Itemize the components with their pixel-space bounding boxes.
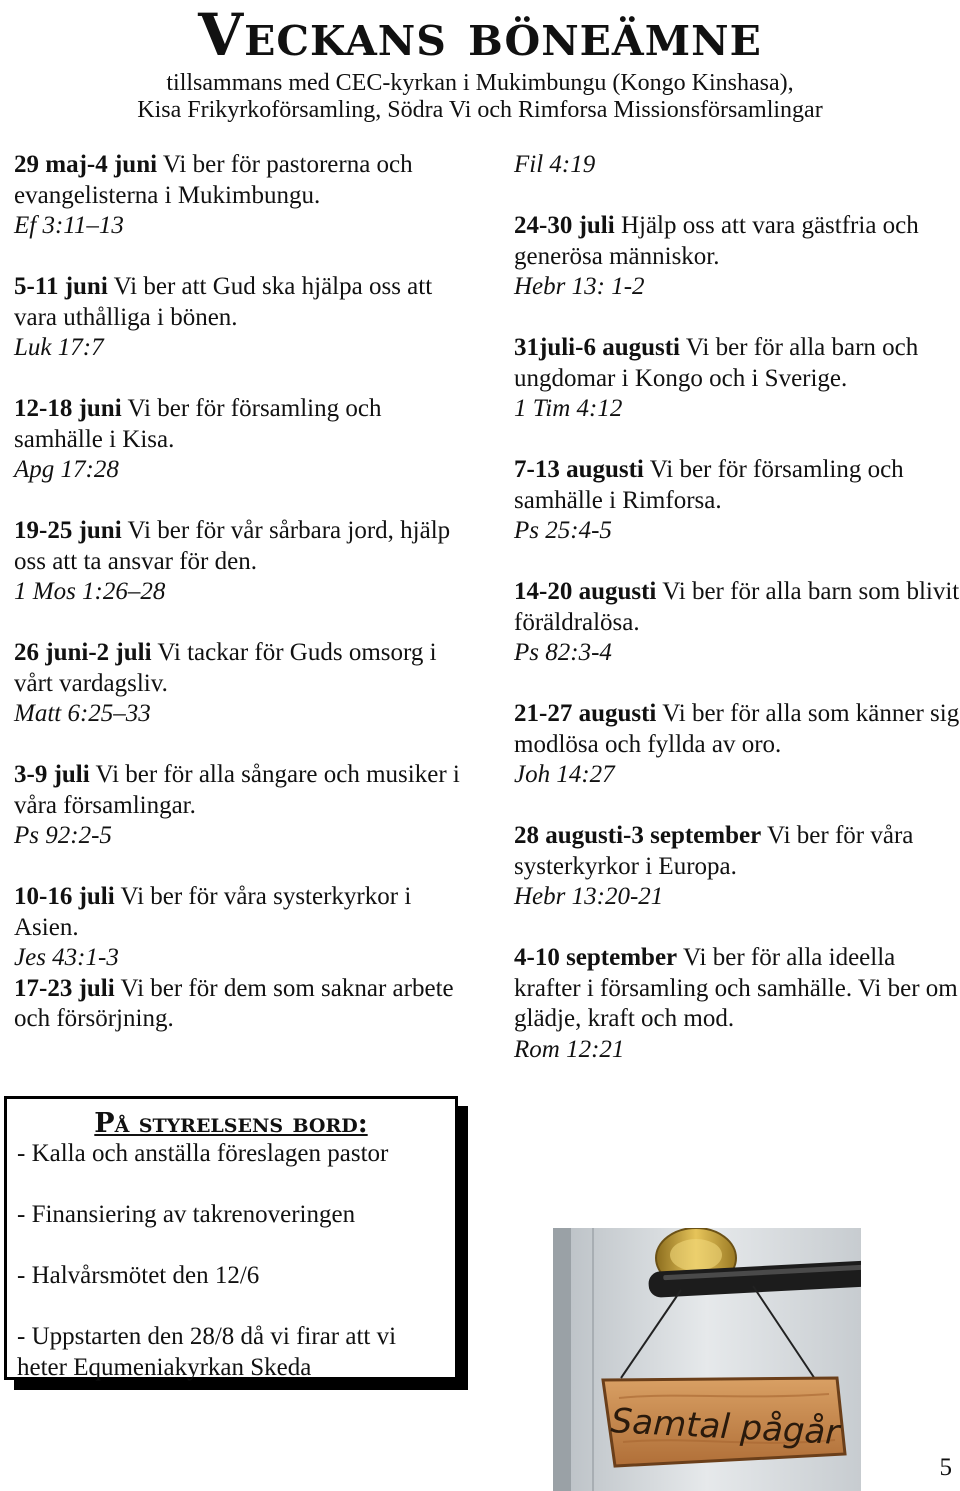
prayer-entry (14, 394, 474, 486)
entry-text: Vi tackar för Guds omsorg i vårt vardagsliv. (14, 639, 437, 697)
bible-reference: Ps 92:2-5 (14, 822, 112, 849)
subtitle-line-2: Kisa Frikyrkoförsamling, Södra Vi och Rimforsa Missionsförsamlingar (137, 97, 823, 123)
entry-date: 10-16 juli (14, 883, 115, 910)
entry-date: 26 juni-2 juli (14, 639, 152, 666)
bible-reference: Hebr 13: 1-2 (514, 273, 645, 300)
entry-date: 29 maj-4 juni (14, 151, 158, 178)
entry-text: Vi ber för vår sårbara jord, hjälp oss att ta ansvar för den. (14, 517, 451, 575)
door-sign-illustration (553, 1228, 861, 1491)
prayer-entry (14, 760, 474, 852)
entry-date: 31juli-6 augusti (514, 334, 681, 361)
prayer-entry (14, 516, 474, 608)
entry-text: Hjälp oss att vara gästfria och generösa människor. (514, 212, 919, 270)
bible-reference: Ps 25:4-5 (514, 517, 612, 544)
prayer-entry (14, 150, 474, 242)
entry-date: 12-18 juni (14, 395, 122, 422)
entry-text: Vi ber för församling och samhälle i Rimforsa. (514, 456, 904, 514)
page-number: 5 (939, 1454, 952, 1481)
entry-text: Vi ber för våra systerkyrkor i Asien. (14, 883, 412, 941)
entry-text: Vi ber för alla ideella krafter i församling och samhälle. Vi ber om glädje, kraft och mod. (514, 944, 958, 1032)
prayer-entry (14, 882, 474, 974)
bible-reference: Apg 17:28 (14, 456, 119, 483)
bible-reference: Rom 12:21 (514, 1035, 625, 1063)
agenda-item: - Halvårsmötet den 12/6 (17, 1262, 260, 1289)
page-title: Veckans böneämne (198, 1, 762, 69)
prayer-entry (14, 272, 474, 364)
board-agenda-box (4, 1096, 470, 1392)
bible-reference: Hebr 13:20-21 (514, 883, 664, 910)
entry-date: 17-23 juli (14, 974, 115, 1002)
bible-reference: 1 Mos 1:26–28 (14, 578, 166, 605)
prayer-entry (514, 455, 960, 547)
prayer-entry (514, 211, 960, 303)
brass-rosette-highlight (670, 1239, 722, 1271)
entry-text: Vi ber för våra systerkyrkor i Europa. (514, 822, 914, 880)
prayer-entry (514, 577, 960, 669)
board-agenda-frame (4, 1096, 458, 1380)
prayer-entry-continued (514, 150, 960, 181)
entry-text: Vi ber för alla barn och ungdomar i Kongo och i Sverige. (514, 334, 919, 392)
entry-text: Vi ber för pastorerna och evangelisterna i Mukimbungu. (14, 151, 413, 209)
prayer-entry (14, 974, 474, 1035)
page-subtitle (0, 70, 960, 124)
entry-text: Vi ber att Gud ska hjälpa oss att vara uthålliga i bönen. (14, 273, 433, 331)
entry-text: Vi ber för församling och samhälle i Kisa. (14, 395, 382, 453)
bible-reference: 1 Tim 4:12 (514, 395, 623, 422)
entry-date: 4-10 september (514, 944, 678, 971)
entry-text: Vi ber för alla sångare och musiker i våra församlingar. (14, 761, 460, 819)
right-prayer-column (514, 150, 960, 1096)
board-agenda-list (7, 1139, 455, 1383)
prayer-entry (514, 699, 960, 791)
bible-reference: Luk 17:7 (14, 334, 104, 361)
subtitle-line-1: tillsammans med CEC-kyrkan i Mukimbungu (Kongo Kinshasa), (166, 70, 794, 96)
agenda-item: - Uppstarten den 28/8 då vi firar att vi heter Equmeniakyrkan Skeda (17, 1323, 397, 1381)
entry-text: Vi ber för dem som saknar arbete och försörjning. (14, 974, 454, 1032)
bible-reference: Matt 6:25–33 (14, 700, 151, 727)
door-frame-edge (553, 1228, 571, 1491)
entry-date: 19-25 juni (14, 517, 122, 544)
bible-reference: Joh 14:27 (514, 761, 615, 788)
entry-text: Vi ber för alla barn som blivit föräldralösa. (514, 578, 960, 636)
agenda-item: - Finansiering av takrenoveringen (17, 1201, 356, 1228)
bible-reference: Jes 43:1-3 (14, 944, 119, 971)
entry-date: 3-9 juli (14, 761, 90, 788)
bible-reference: Ef 3:11–13 (14, 212, 124, 239)
entry-date: 14-20 augusti (514, 578, 657, 605)
entry-text: Vi ber för alla som känner sig modlösa och fyllda av oro. (514, 700, 960, 758)
sign-text: Samtal pågår (609, 1401, 841, 1453)
entry-date: 28 augusti-3 september (514, 822, 762, 849)
entry-date: 5-11 juni (14, 273, 108, 300)
bible-reference: Ps 82:3-4 (514, 639, 612, 666)
entry-date: 24-30 juli (514, 212, 615, 239)
entry-date: 21-27 augusti (514, 700, 657, 727)
prayer-entry (514, 943, 960, 1065)
prayer-entry (14, 638, 474, 730)
entry-date: 7-13 augusti (514, 456, 644, 483)
board-agenda-title: På styrelsens bord: (94, 1108, 368, 1139)
bible-reference: Fil 4:19 (514, 151, 596, 178)
prayer-entry (514, 821, 960, 913)
door-sign-photo (553, 1228, 861, 1491)
left-prayer-column (14, 150, 474, 1065)
agenda-item: - Kalla och anställa föreslagen pastor (17, 1140, 389, 1167)
prayer-entry (514, 333, 960, 425)
